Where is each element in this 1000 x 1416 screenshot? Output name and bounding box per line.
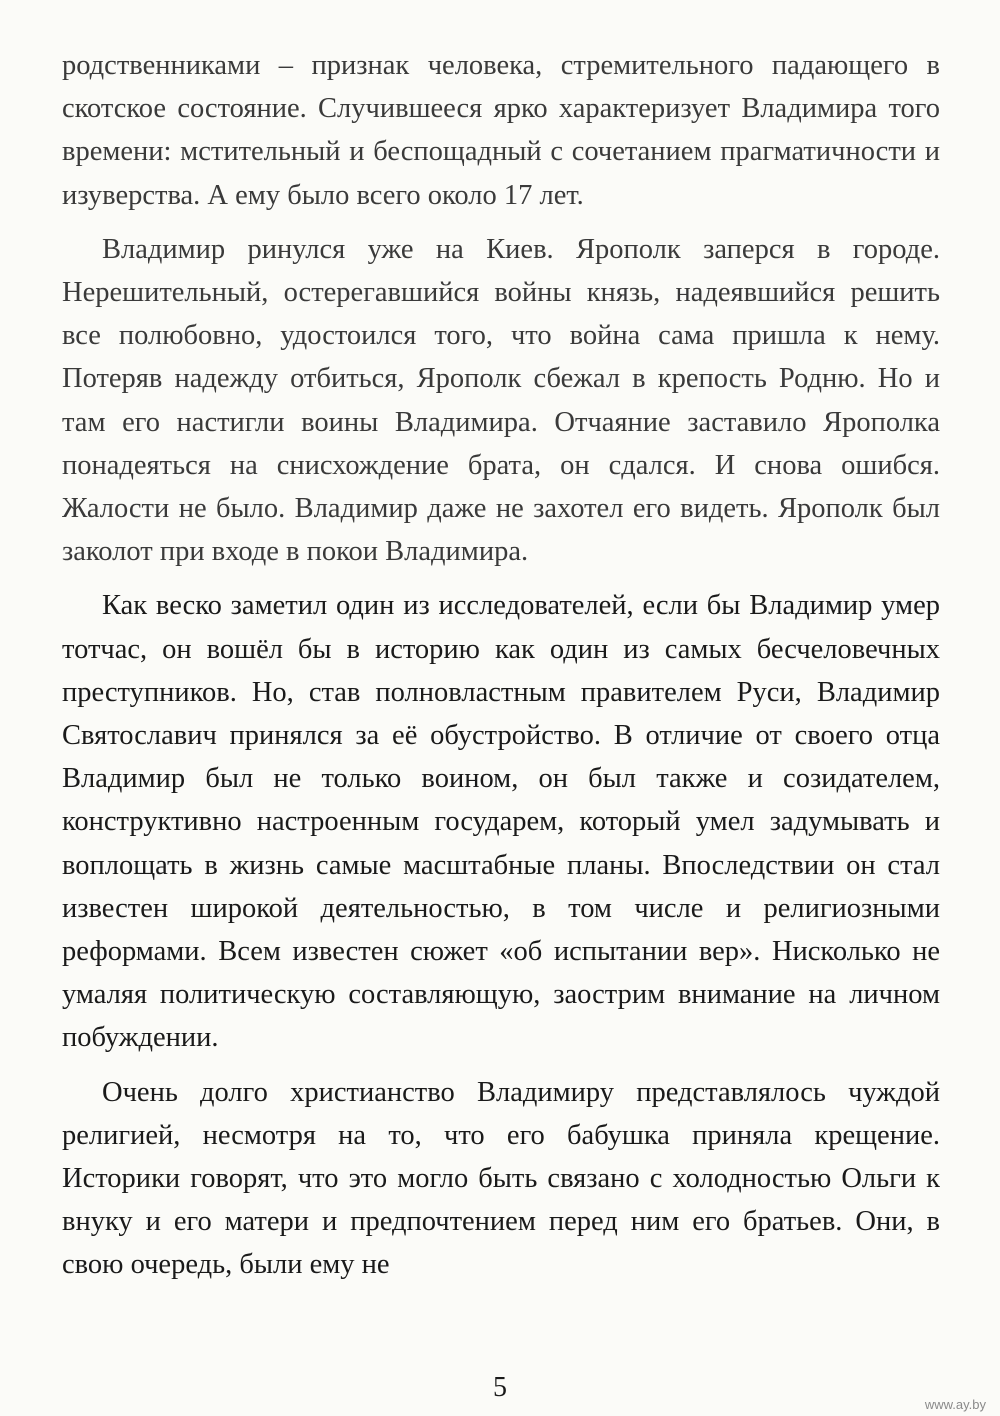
paragraph-4: Очень долго христианство Владимиру представлялось чуждой религией, несмотря на то, что его бабушка приняла крещение. Историки говорят, что это могло быть связано с холодностью Ольги к внуку и его матери и предпочтением перед ним его братьев. Они, в свою очередь, были ему не [62, 1076, 940, 1281]
paragraph-2: Владимир ринулся уже на Киев. Ярополк заперся в городе. Нерешительный, остерегавшийся войны князь, надеявшийся решить все полюбовно, удостоился того, что война сама пришла к нему. Потеряв надежду отбиться, Ярополк сбежал в крепость Родню. Но и там его настигли воины Владимира. Отчаяние заставило Ярополка понадеяться на снисхождение брата, он сдался. И снова ошибся. Жалости не было. Владимир даже не захотел его видеть. Ярополк был заколот при входе в покои Владимира. [62, 233, 940, 568]
paragraph-1: родственниками – признак человека, стремительного падающего в скотское состояние. Случившееся ярко характеризует Владимира того времени: мстительный и беспощадный с сочетанием прагматичности и изуверства. А ему было всего около 17 лет. [62, 50, 940, 211]
page-text [62, 44, 940, 1287]
watermark: www.ay.by [924, 1397, 986, 1412]
page-number: 5 [493, 1372, 507, 1403]
paragraph-3: Как веско заметил один из исследователей, если бы Владимир умер тотчас, он вошёл бы в историю как один из самых бесчеловечных преступников. Но, став полновластным правителем Руси, Владимир Святославич принялся за её обустройство. В отличие от своего отца Владимир был не только воином, он был также и созидателем, конструктивно настроенным государем, который умел задумывать и воплощать в жизнь самые масштабные планы. Впоследствии он стал известен широкой деятельностью, в том числе и религиозными реформами. Всем известен сюжет «об испытании вер». Нисколько не умаляя политическую составляющую, заострим внимание на личном побуждении. [62, 590, 940, 1054]
